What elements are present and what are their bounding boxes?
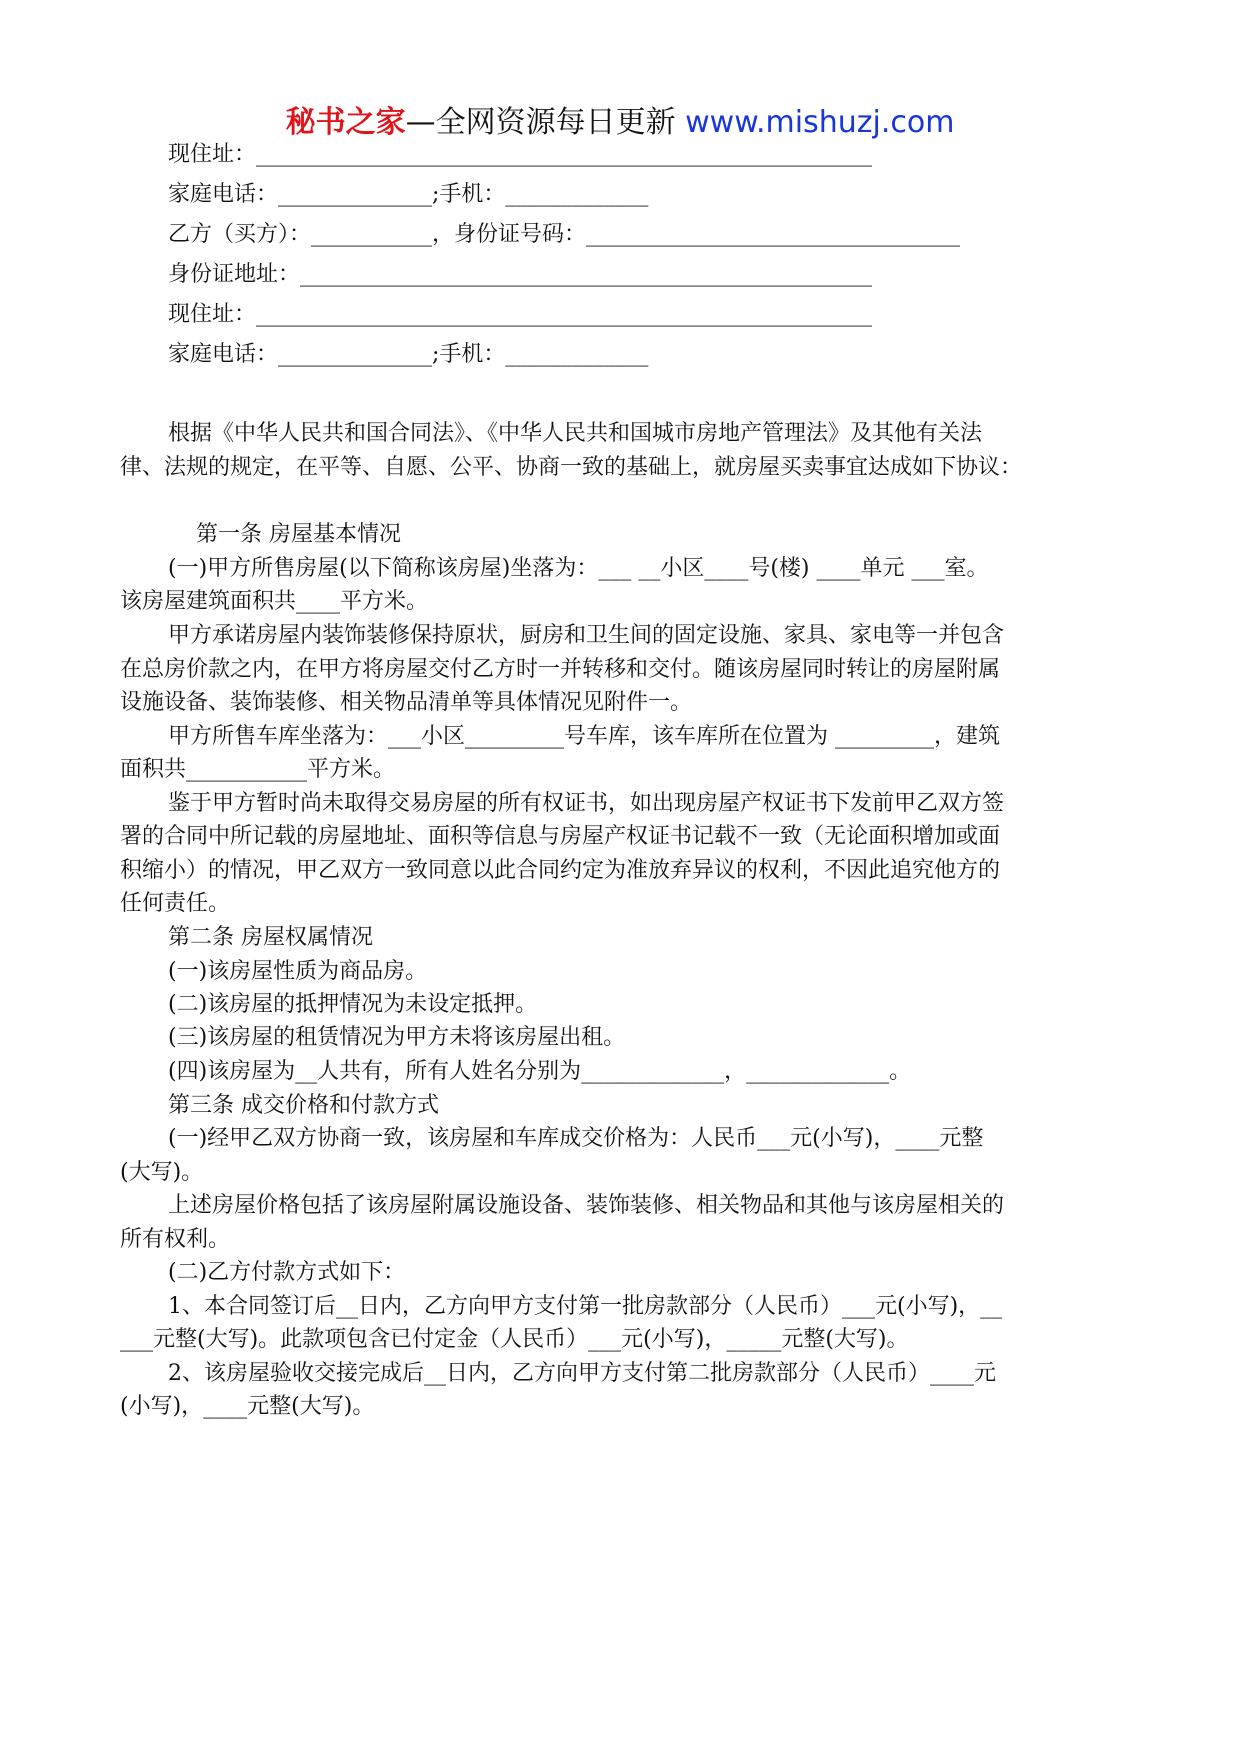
preamble-line-1: 根据《中华人民共和国合同法》、《中华人民共和国城市房地产管理法》及其他有关法 [168,421,983,446]
article-2-line-3: (三)该房屋的租赁情况为甲方未将该房屋出租。 [168,1025,626,1050]
buyer-name-line: 乙方（买方）：___________，身份证号码：__________________________________ [168,222,961,247]
banner-brand: 秘书之家 [285,105,406,140]
preamble-line-2: 律、法规的规定，在平等、自愿、公平、协商一致的基础上，就房屋买卖事宜达成如下协议： [120,455,1023,480]
article-3-line-2: (大写)。 [120,1160,204,1185]
article-3-line-5: (二)乙方付款方式如下： [168,1260,406,1285]
seller-phone-line: 家庭电话：______________;手机：_____________ [168,182,649,207]
article-3-line-9: (小写)，____元整(大写)。 [120,1394,375,1419]
article-2-line-2: (二)该房屋的抵押情况为未设定抵押。 [168,992,538,1017]
article-1-line-8: 鉴于甲方暂时尚未取得交易房屋的所有权证书，如出现房屋产权证书下发前甲乙双方签 [168,791,1005,816]
article-1-heading: 第一条 房屋基本情况 [196,522,401,547]
article-1-line-6: 甲方所售车库坐落为：___小区_________号车库，该车库所在位置为 _________，建筑 [168,724,1000,749]
article-1-line-1: (一)甲方所售房屋(以下简称该房屋)坐落为：___ __小区____号(楼) ____单元 ___室。 [168,556,989,581]
article-3-line-7: ___元整(大写)。此款项包含已付定金（人民币）___元(小写)，_____元整(大写)。 [120,1327,909,1352]
banner-slogan: —全网资源每日更新 [405,105,686,140]
buyer-phone-line: 家庭电话：______________;手机：_____________ [168,342,649,367]
article-3-line-6: 1、本合同签订后__日内，乙方向甲方支付第一批房款部分（人民币）___元(小写)，__ [168,1294,1003,1319]
article-2-heading: 第二条 房屋权属情况 [168,925,373,950]
article-1-line-5: 设施设备、装饰装修、相关物品清单等具体情况见附件一。 [120,690,693,715]
article-1-line-9: 署的合同中所记载的房屋地址、面积等信息与房屋产权证书记载不一致（无论面积增加或面 [120,824,1001,849]
article-3-line-3: 上述房屋价格包括了该房屋附属设施设备、装饰装修、相关物品和其他与该房屋相关的 [168,1193,1005,1218]
article-2-line-4: (四)该房屋为__人共有，所有人姓名分别为_____________，_____________。 [168,1059,912,1084]
article-1-line-7: 面积共___________平方米。 [120,757,396,782]
article-2-line-1: (一)该房屋性质为商品房。 [168,959,428,984]
header-banner [0,103,1240,143]
article-3-line-4: 所有权利。 [120,1227,231,1252]
banner-url[interactable]: www.mishuzj.com [685,105,955,140]
article-1-line-10: 积缩小）的情况，甲乙双方一致同意以此合同约定为准放弃异议的权利，不因此追究他方的 [120,858,1001,883]
article-3-line-8: 2、该房屋验收交接完成后__日内，乙方向甲方支付第二批房款部分（人民币）____元 [168,1361,996,1386]
article-1-line-3: 甲方承诺房屋内装饰装修保持原状，厨房和卫生间的固定设施、家具、家电等一并包含 [168,623,1005,648]
article-1-line-4: 在总房价款之内，在甲方将房屋交付乙方时一并转移和交付。随该房屋同时转让的房屋附属 [120,657,1001,682]
article-3-heading: 第三条 成交价格和付款方式 [168,1093,439,1118]
article-3-line-1: (一)经甲乙双方协商一致，该房屋和车库成交价格为：人民币___元(小写)，____元整 [168,1126,984,1151]
article-1-line-11: 任何责任。 [120,891,231,916]
article-1-line-2: 该房屋建筑面积共____平方米。 [120,589,429,614]
buyer-id-address-line: 身份证地址：____________________________________________________ [168,262,873,287]
buyer-address-line: 现住址：________________________________________________________ [168,302,873,327]
seller-address-line: 现住址：________________________________________________________ [168,142,873,167]
